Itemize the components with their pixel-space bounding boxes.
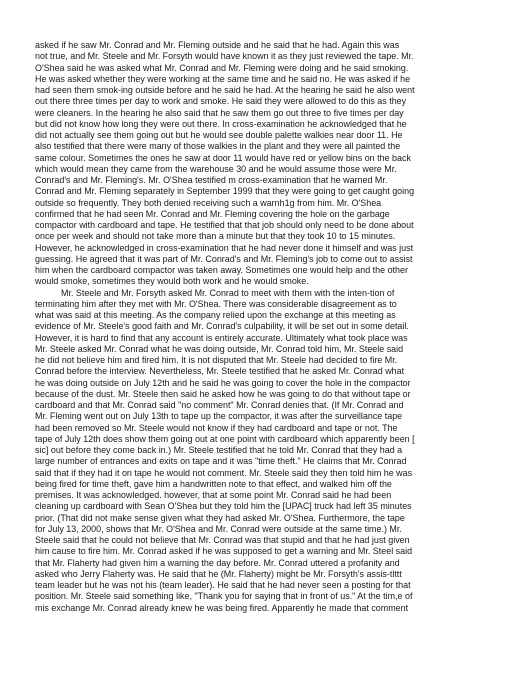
text-line: said that if they had it on tape he would not comment. Mr. Steele said they then told him he was (35, 467, 413, 478)
text-line: sic] out before they come back in.) Mr. Steele testified that he told Mr. Conrad that they had a (35, 445, 403, 455)
text-line: evidence of Mr. Steele's good faith and Mr. Conrad's culpability, it will be set out in some detail. (35, 321, 409, 332)
document-page (35, 40, 483, 614)
text-line: Conrad's and Mr. Fleming's. Mr. O'Shea testified m cross-examination that he warned Mr. (35, 175, 388, 185)
text-line: were cleaners. In the hearing he also said that he saw them go out three to five times per day (35, 107, 404, 118)
text-line: cleaning up cardboard with Sean O'Shea but they told him the [UPAC] truck had left 35 minutes (35, 501, 412, 512)
text-line: same colour. Sometimes the ones he saw at door 11 would have red or yellow bins on the back (35, 152, 411, 163)
text-line: terminating him after they met with Mr. O'Shea. There was considerable disagreement as to (35, 298, 397, 309)
text-line: team leader but he was not his (team leader). He said that he had never seen a posting for that (35, 580, 411, 590)
text-line: not true, and Mr. Steele and Mr. Forsyth would have known it as they just reviewed the tape. Mr. (35, 51, 414, 62)
text-line: cardboard and that Mr. Conrad said "no comment" Mr. Conrad denies that. (If Mr. Conrad and (35, 400, 404, 410)
text-line: him when the cardboard compactor was taken away. Sometimes one would help and the other (35, 265, 408, 275)
text-line: had seen them smok-ing outside before and he said he had. At the hearing he said he also went (35, 85, 415, 95)
text-line: Mr. Steele asked Mr. Conrad what he was doing outside, Mr. Conrad told him, Mr. Steele said (35, 343, 404, 354)
text-line: compactor with cardboard and tape. He testified that that job should only need to be done about (35, 220, 414, 230)
text-line: had been removed so Mr. Steele would not know if they had cardboard and tape or not. The (35, 422, 398, 433)
text-line: He was asked whether they were working at the same time and he said no. He was asked if he (35, 73, 411, 84)
text-line: Conrad and Mr. Fleming separately in September 1999 that they were going to get caught going (35, 186, 415, 197)
text-line: Steele said that he could not believe that Mr. Conrad was that stupid and that he had just given (35, 535, 410, 545)
text-line: premises. It was acknowledged. however, that at some point Mr. Conrad said he had been (35, 490, 392, 500)
text-line: Conrad before the interview. Nevertheless, Mr. Steele testified that he asked Mr. Conrad what (35, 366, 405, 377)
text-line: for July 13, 2000, shows that Mr. O'Shea and Mr. Conrad were outside at the same time.) Mr. (35, 523, 402, 534)
text-line: he was doing outside on July 12th and he said he was going to cover the hole in the compactor (35, 377, 411, 388)
text-line: However, he acknowledged in cross-examination that he had never done it himself and was just (35, 242, 414, 253)
text-line: mis exchange Mr. Conrad already knew he was being fired. Apparently he made that comment (35, 602, 409, 613)
text-line: but did not know how long they were out there. In cross-examination he acknowledged that he (35, 118, 407, 129)
text-line: him cause to fire him. Mr. Conrad asked if he was supposed to get a warning and Mr. Steel said (35, 546, 413, 557)
text-line: asked who Jerry Flaherty was. He said that he (Mr. Flaherty) might be Mr. Forsyth's assis-tlttt (35, 568, 402, 579)
text-line: out there three times per day to work and smoke. He said they were allowed to do this as they (35, 96, 407, 107)
text-line: would smoke, sometimes they would both work and he would smoke. (35, 276, 309, 287)
text-line: which would mean they came from the warehouse 30 and he would assume those were Mr. (35, 163, 397, 174)
text-line: position. Mr. Steele said something like, "Thank you for saying that in front of us." At the tim,e of (35, 591, 413, 602)
text-line: confirmed that he had seen Mr. Conrad and Mr. Fleming covering the hole on the garbage (35, 208, 390, 219)
text-line: However, it is hard to find that any account is entirely accurate. Ultimately what took place was (35, 332, 408, 343)
text-line: that Mr. Flaherty had given him a warning the day before. Mr. Conrad uttered a profanity and (35, 557, 400, 568)
text-line: also testified that there were many of those walkies in the plant and they were all painted the (35, 141, 401, 152)
text-line: he did not believe him and fired him. It is not disputed that Mr. Steele had decided to fire Mr. (35, 355, 398, 365)
text-line: O'Shea said he was asked what Mr. Conrad and Mr. Fleming were doing and he said smoking. (35, 62, 409, 73)
text-line: guessing. He agreed that it was part of Mr. Conrad's and Mr. Fleming's job to come out to assist (35, 253, 413, 264)
text-line: tape of July 12th does show them going out at one point with cardboard which apparently been [ (35, 433, 415, 444)
text-line: what was said at this meeting. As the company relied upon the exchange at this meeting as (35, 310, 396, 320)
text-line: because of the dust. Mr. Steele then said he asked how he was going to do that without tape or (35, 388, 411, 399)
text-line: Mr. Steele and Mr. Forsyth asked Mr. Conrad to meet with them with the inten-tion of (61, 287, 395, 298)
text-line: prior. (That did not make sense given what they had asked Mr. O'Shea. Furthermore, the tape (35, 512, 405, 523)
text-line: asked if he saw Mr. Conrad and Mr. Fleming outside and he said that he had. Again this was (35, 40, 400, 50)
text-line: Mr. Fleming went out on July 13th to tape up the compactor, it was after the surveillance tape (35, 411, 403, 422)
text-line: did not actually see them going out but he would see double palette walkies near door 11. He (35, 130, 403, 140)
text-line: being fired for time theft, gave him a handwritten note to that effect, and walked him off the (35, 478, 392, 489)
text-line: once per week and should not take more than a minute but that they took 10 to 15 minutes. (35, 231, 396, 242)
text-line: outside so frequently. They both denied receiving such a warnh1g from him. Mr. O'Shea (35, 197, 382, 208)
text-line: large number of entrances and exits on tape and it was "time theft." He claims that Mr. Conrad (35, 456, 407, 467)
